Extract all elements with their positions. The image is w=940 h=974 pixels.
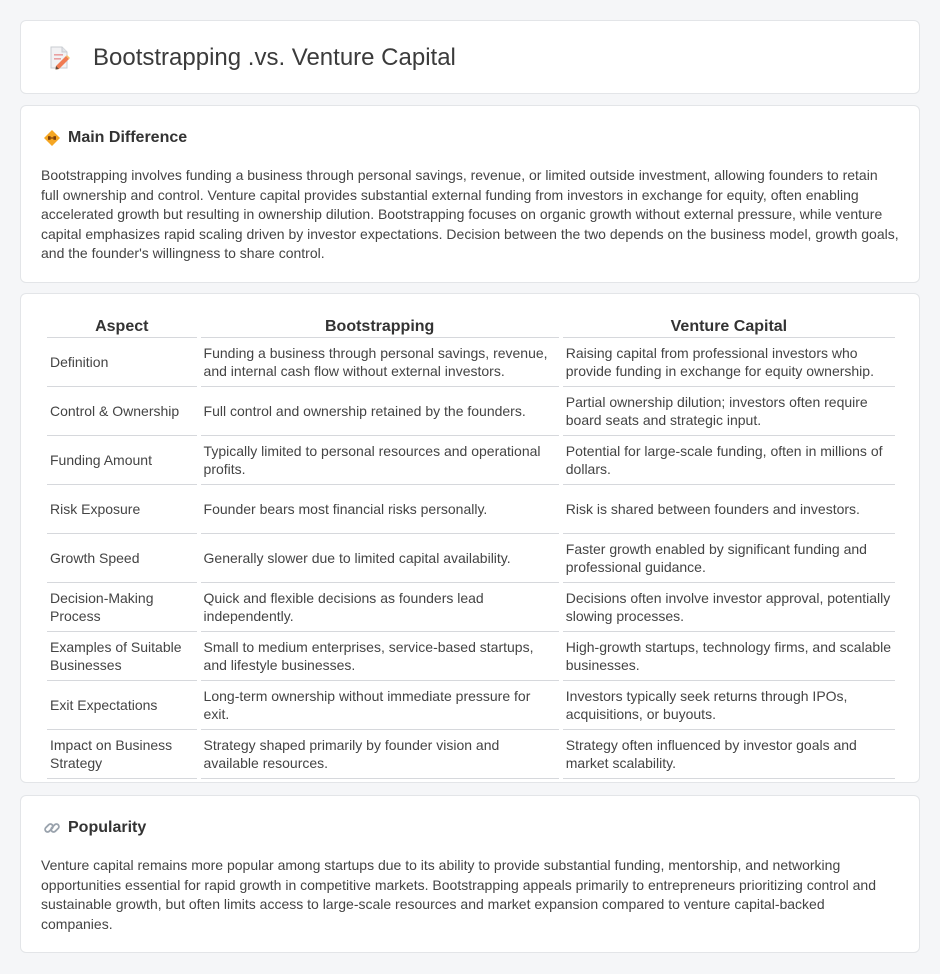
cell-venture-capital: Faster growth enabled by significant funding and professional guidance.	[563, 534, 895, 583]
table-row	[47, 485, 895, 534]
comparison-table	[43, 314, 899, 779]
table-row	[47, 632, 895, 681]
table-row	[47, 436, 895, 485]
cell-aspect: Control & Ownership	[47, 387, 197, 436]
page-title: Bootstrapping .vs. Venture Capital	[93, 44, 456, 71]
cell-venture-capital: Partial ownership dilution; investors often require board seats and strategic input.	[563, 387, 895, 436]
main-difference-heading	[43, 128, 187, 148]
table-row	[47, 387, 895, 436]
cell-aspect: Definition	[47, 338, 197, 387]
title-row	[45, 43, 456, 73]
popularity-title: Popularity	[68, 819, 147, 836]
cell-venture-capital: Investors typically seek returns through IPOs, acquisitions, or buyouts.	[563, 681, 895, 730]
popularity-section	[20, 795, 920, 953]
comparison-table-card	[20, 293, 920, 783]
cell-venture-capital: Strategy often influenced by investor goals and market scalability.	[563, 730, 895, 779]
cell-venture-capital: Raising capital from professional investors who provide funding in exchange for equity ownership.	[563, 338, 895, 387]
header-venture-capital: Venture Capital	[563, 314, 895, 338]
cell-venture-capital: High-growth startups, technology firms, and scalable businesses.	[563, 632, 895, 681]
cell-aspect: Growth Speed	[47, 534, 197, 583]
header-aspect: Aspect	[47, 314, 197, 338]
cell-aspect: Exit Expectations	[47, 681, 197, 730]
link-icon	[43, 819, 61, 837]
cell-aspect: Funding Amount	[47, 436, 197, 485]
cell-bootstrapping: Strategy shaped primarily by founder vision and available resources.	[201, 730, 559, 779]
table-row	[47, 681, 895, 730]
table-row	[47, 730, 895, 779]
cell-venture-capital: Risk is shared between founders and investors.	[563, 485, 895, 534]
table-row	[47, 534, 895, 583]
popularity-text: Venture capital remains more popular among startups due to its ability to provide substantial funding, mentorship, and networking opportunities essential for rapid growth in competitive markets. Bootstrapping appeals primarily to entrepreneurs prioritizing control and sustainable growth, but often limits access to large-scale resources and market expansion compared to venture capital-backed companies.	[41, 857, 876, 932]
cell-bootstrapping: Quick and flexible decisions as founders lead independently.	[201, 583, 559, 632]
cell-aspect: Examples of Suitable Businesses	[47, 632, 197, 681]
cell-bootstrapping: Long-term ownership without immediate pressure for exit.	[201, 681, 559, 730]
header-bootstrapping: Bootstrapping	[201, 314, 559, 338]
header-card	[20, 20, 920, 94]
cell-bootstrapping: Small to medium enterprises, service-based startups, and lifestyle businesses.	[201, 632, 559, 681]
popularity-heading	[43, 818, 146, 838]
cell-bootstrapping: Funding a business through personal savings, revenue, and internal cash flow without external investors.	[201, 338, 559, 387]
cell-aspect: Impact on Business Strategy	[47, 730, 197, 779]
cell-bootstrapping: Founder bears most financial risks personally.	[201, 485, 559, 534]
table-header-row	[47, 314, 895, 338]
table-row	[47, 583, 895, 632]
table-row	[47, 338, 895, 387]
cell-aspect: Risk Exposure	[47, 485, 197, 534]
main-difference-text: Bootstrapping involves funding a business through personal savings, revenue, or limited outside investment, allowing founders to retain full ownership and control. Venture capital provides substantial external funding from investors in exchange for equity, often enabling accelerated growth but resulting in ownership dilution. Bootstrapping focuses on organic growth without external pressure, while venture capital emphasizes rapid scaling driven by investor expectations. Decision between the two depends on the business model, growth goals, and the founder's willingness to share control.	[41, 167, 899, 262]
cell-venture-capital: Potential for large-scale funding, often in millions of dollars.	[563, 436, 895, 485]
cell-venture-capital: Decisions often involve investor approval, potentially slowing processes.	[563, 583, 895, 632]
diamond-warning-icon	[43, 129, 61, 147]
document-pencil-icon	[45, 44, 73, 72]
cell-aspect: Decision-Making Process	[47, 583, 197, 632]
cell-bootstrapping: Generally slower due to limited capital availability.	[201, 534, 559, 583]
cell-bootstrapping: Typically limited to personal resources and operational profits.	[201, 436, 559, 485]
main-difference-title: Main Difference	[68, 129, 188, 146]
cell-bootstrapping: Full control and ownership retained by the founders.	[201, 387, 559, 436]
main-difference-section	[20, 105, 920, 283]
